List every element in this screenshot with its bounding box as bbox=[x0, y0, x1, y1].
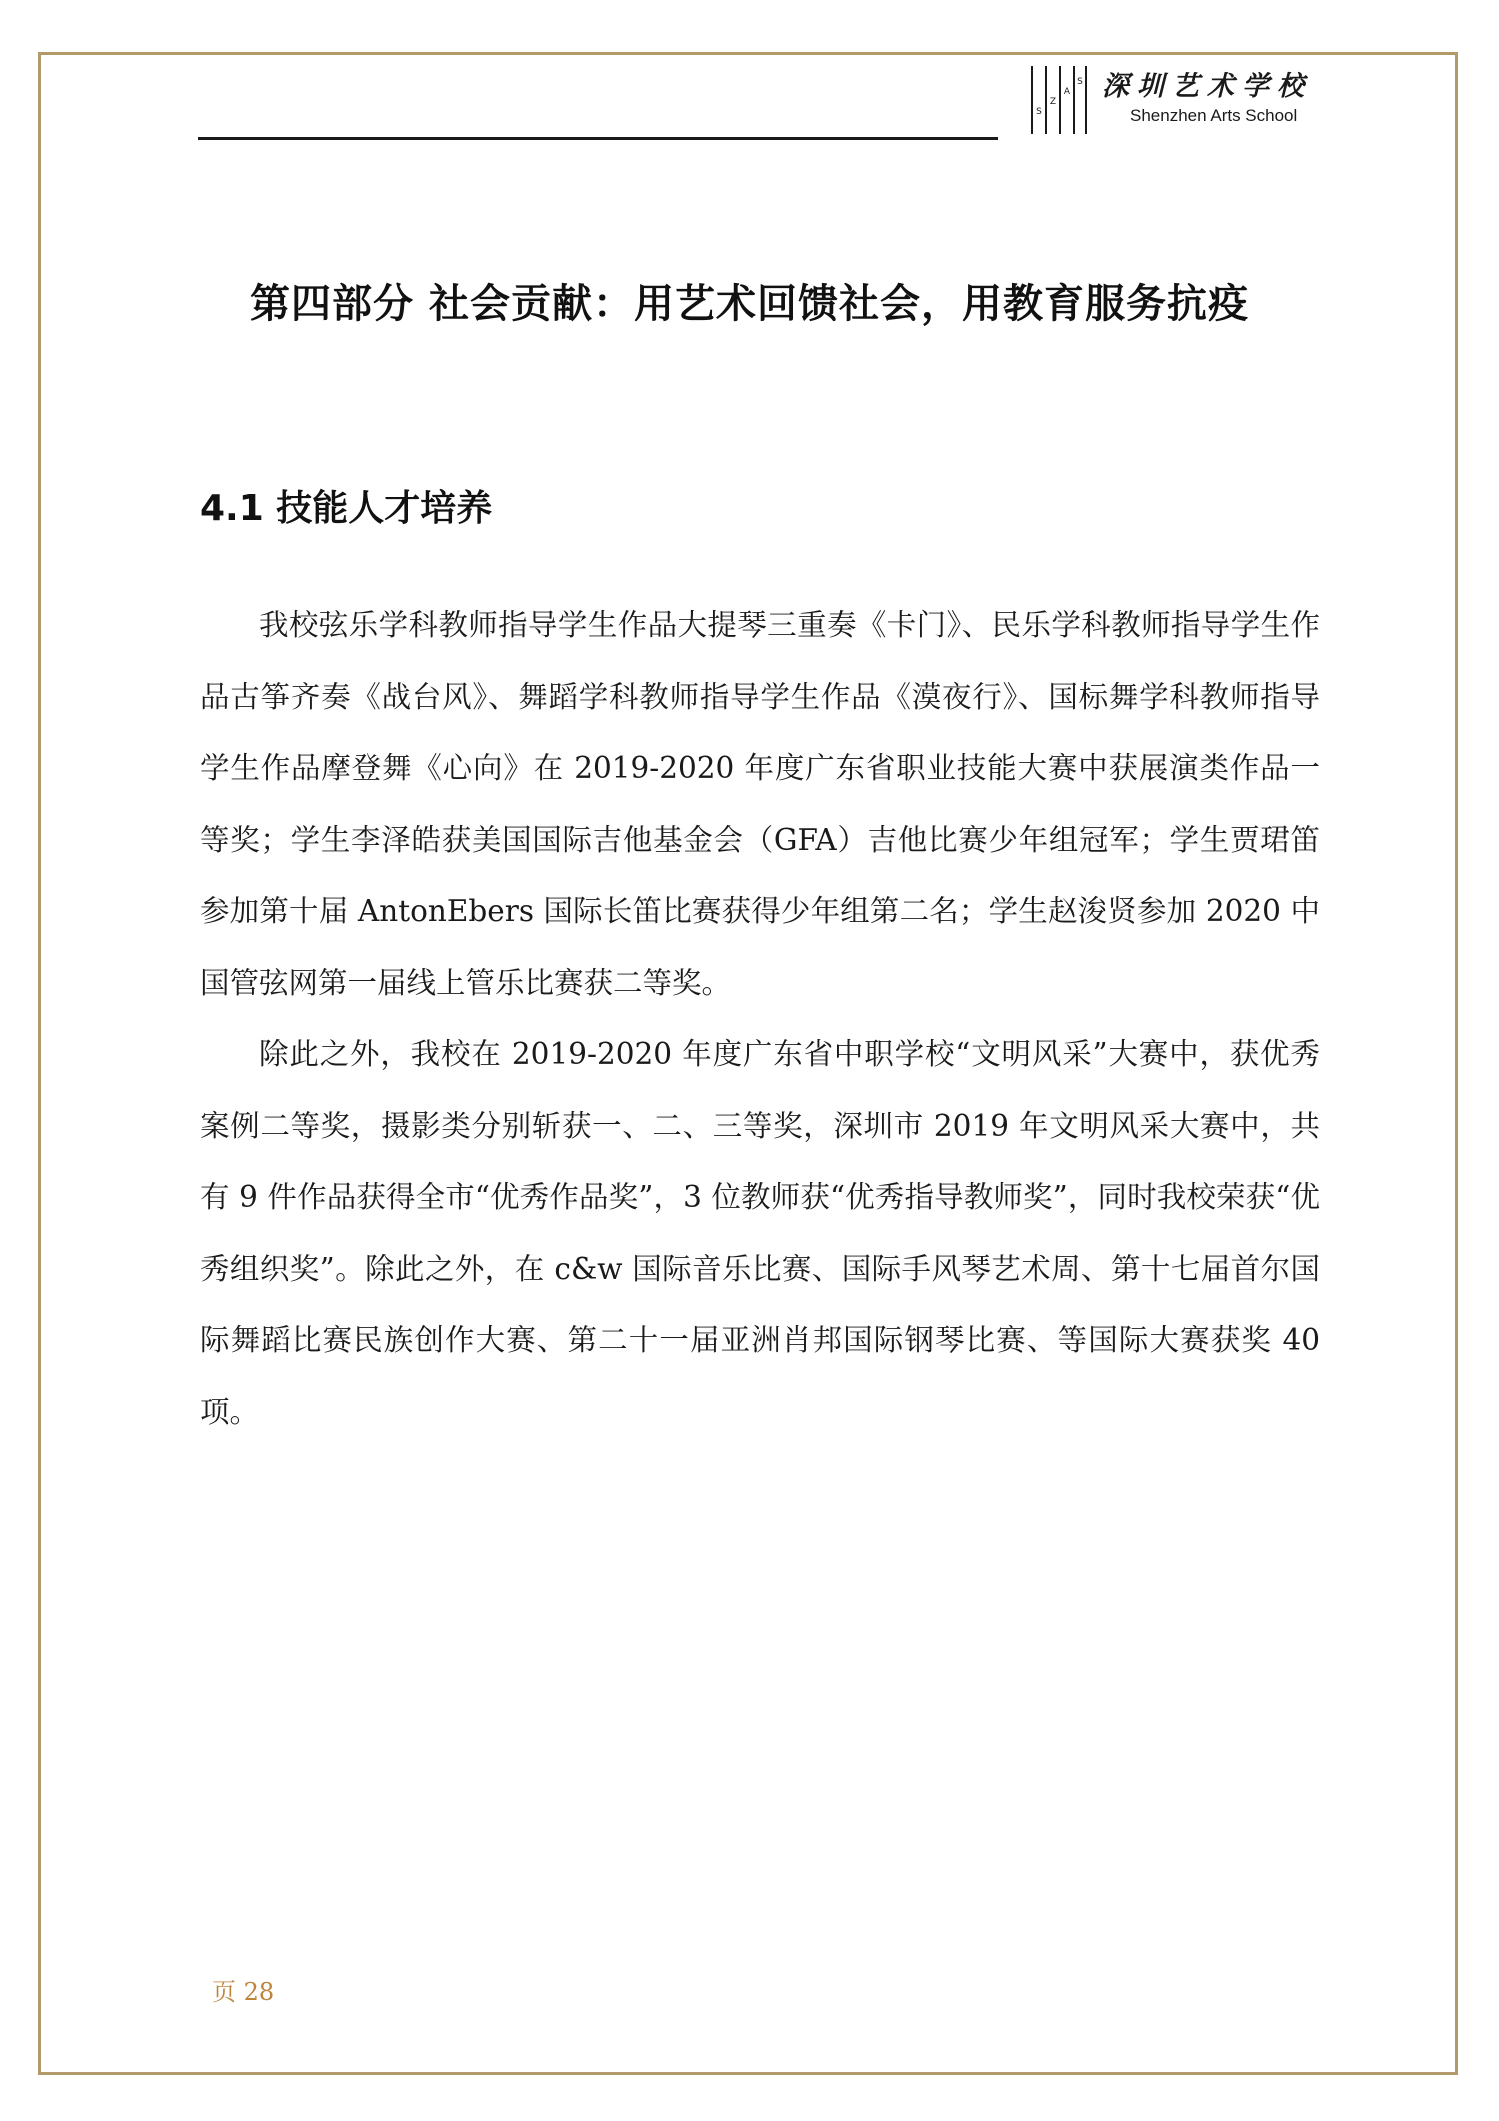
paragraph-awards-competitions: 除此之外，我校在 2019-2020 年度广东省中职学校“文明风采”大赛中，获优秀案例二等奖，摄影类分别斩获一、二、三等奖，深圳市 2019 年文明风采大赛中，共有 9 件作品获得全市“优秀作品奖”，3 位教师获“优秀指导教师奖”，同时我校荣获“优秀组织奖”。除此之外，在 c&w 国际音乐比赛、国际手风琴艺术周、第十七届首尔国际舞蹈比赛民族创作大赛、第二十一届亚洲肖邦国际钢琴比赛、等国际大赛获奖 40 项。 bbox=[200, 1037, 1320, 1429]
logo-initial-a: A bbox=[1063, 87, 1071, 97]
part-title: 第四部分 社会贡献：用艺术回馈社会，用教育服务抗疫 bbox=[250, 281, 1249, 327]
school-name-cn: 深圳艺术学校 bbox=[1102, 71, 1312, 102]
section-heading: 4.1 技能人才培养 bbox=[200, 488, 493, 529]
page-number: 页 28 bbox=[212, 1978, 275, 2006]
logo-initial-s1: S bbox=[1036, 107, 1042, 117]
school-logo bbox=[1030, 60, 1310, 140]
paragraph-awards-students: 我校弦乐学科教师指导学生作品大提琴三重奏《卡门》、民乐学科教师指导学生作品古筝齐奏《战台风》、舞蹈学科教师指导学生作品《漠夜行》、国标舞学科教师指导学生作品摩登舞《心向》在 2019-2020 年度广东省职业技能大赛中获展演类作品一等奖；学生李泽皓获美国国际吉他基金会（GFA）吉他比赛少年组冠军；学生贾珺笛参加第十届 AntonEbers 国际长笛比赛获得少年组第二名；学生赵浚贤参加 2020 中国管弦网第一届线上管乐比赛获二等奖。 bbox=[200, 608, 1320, 1000]
school-name-en: Shenzhen Arts School bbox=[1130, 106, 1298, 125]
section-body bbox=[200, 590, 1320, 1448]
logo-initial-s2: S bbox=[1077, 77, 1083, 87]
school-logo-mark bbox=[1030, 64, 1088, 136]
logo-initial-z: Z bbox=[1049, 97, 1057, 107]
header-rule bbox=[198, 137, 998, 140]
